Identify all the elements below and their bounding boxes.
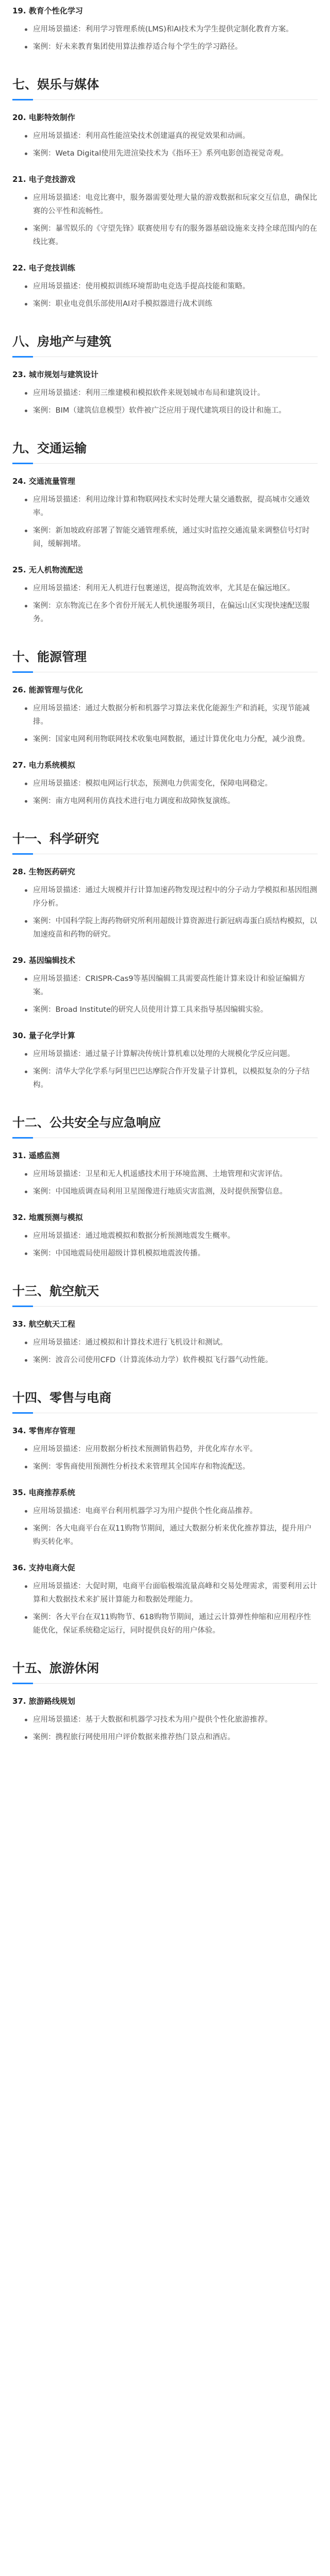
- use-case-item: [12, 112, 318, 160]
- bullet-dot-icon: [25, 1071, 27, 1073]
- bullet-text: 案例：暴雪娱乐的《守望先锋》联赛使用专有的服务器基础设施来支持全球范围内的在线比赛。: [33, 225, 317, 246]
- bullet-text: 应用场景描述：模拟电网运行状态，预测电力供需变化，保障电网稳定。: [33, 779, 272, 788]
- bullet-point: [25, 1185, 318, 1198]
- bullet-dot-icon: [25, 1719, 27, 1721]
- bullet-dot-icon: [25, 889, 27, 892]
- bullet-list: [12, 129, 318, 160]
- bullet-point: [25, 1247, 318, 1260]
- section-heading: 十四、零售与电商: [12, 1387, 318, 1413]
- bullet-point: [25, 1713, 318, 1726]
- bullet-dot-icon: [25, 499, 27, 501]
- use-case-item: [12, 564, 318, 626]
- use-case-item: [12, 866, 318, 941]
- bullet-text: 案例：各大电商平台在双11购物节期间，通过大数据分析来优化推荐算法，提升用户购买转化率。: [33, 1524, 312, 1546]
- use-case-title: 31. 遥感监测: [12, 1151, 60, 1160]
- bullet-point: [25, 702, 318, 728]
- bullet-point: [25, 222, 318, 249]
- bullet-dot-icon: [25, 920, 27, 923]
- use-case-title: 22. 电子竞技训练: [12, 263, 75, 273]
- bullet-text: 案例：携程旅行网使用用户评价数据来推荐热门景点和酒店。: [33, 1733, 235, 1741]
- bullet-point: [25, 1167, 318, 1181]
- bullet-dot-icon: [25, 1448, 27, 1451]
- use-case-title: 32. 地震预测与模拟: [12, 1213, 83, 1222]
- use-case-title: 19. 教育个性化学习: [12, 6, 83, 15]
- bullet-point: [25, 147, 318, 160]
- bullet-point: [25, 1336, 318, 1349]
- bullet-dot-icon: [25, 587, 27, 590]
- section-heading: 七、娱乐与媒体: [12, 74, 318, 100]
- bullet-text: 应用场景描述：基于大数据和机器学习技术为用户提供个性化旅游推荐。: [33, 1716, 272, 1724]
- bullet-point: [25, 1504, 318, 1518]
- bullet-dot-icon: [25, 1053, 27, 1056]
- bullet-list: [12, 493, 318, 551]
- bullet-dot-icon: [25, 738, 27, 741]
- bullet-point: [25, 40, 318, 54]
- bullet-dot-icon: [25, 303, 27, 306]
- section-heading: 八、房地产与建筑: [12, 331, 318, 357]
- bullet-text: 案例：国家电网利用物联网技术收集电网数据，通过计算优化电力分配，减少浪费。: [33, 735, 310, 743]
- bullet-text: 案例：清华大学化学系与阿里巴巴达摩院合作开发量子计算机，以模拟复杂的分子结构。: [33, 1067, 310, 1089]
- use-case-title: 21. 电子竞技游戏: [12, 175, 75, 184]
- bullet-text: 案例：零售商使用预测性分析技术来管理其全国库存和物流配送。: [33, 1463, 250, 1471]
- use-case-item: [12, 1562, 318, 1637]
- section-heading: 十、能源管理: [12, 647, 318, 672]
- use-case-item: [12, 1150, 318, 1198]
- bullet-text: 应用场景描述：电商平台利用机器学习为用户提供个性化商品推荐。: [33, 1507, 257, 1515]
- bullet-list: [12, 191, 318, 249]
- section-heading: 十二、公共安全与应急响应: [12, 1112, 318, 1138]
- use-case-item: [12, 1030, 318, 1092]
- bullet-point: [25, 1460, 318, 1473]
- use-case-title: 28. 生物医药研究: [12, 867, 75, 876]
- bullet-point: [25, 1065, 318, 1092]
- bullet-dot-icon: [25, 1191, 27, 1193]
- bullet-list: [12, 702, 318, 746]
- bullet-text: 应用场景描述：通过地震模拟和数据分析预测地震发生概率。: [33, 1232, 235, 1240]
- bullet-dot-icon: [25, 1510, 27, 1513]
- use-case-title: 24. 交通流量管理: [12, 477, 75, 486]
- bullet-point: [25, 280, 318, 293]
- bullet-dot-icon: [25, 800, 27, 803]
- use-case-item: [12, 955, 318, 1016]
- bullet-point: [25, 1731, 318, 1744]
- bullet-point: [25, 884, 318, 910]
- bullet-dot-icon: [25, 28, 27, 31]
- section-underline-accent: [12, 853, 33, 855]
- use-case-item: [12, 262, 318, 311]
- bullet-text: 应用场景描述：卫星和无人机遥感技术用于环境监测、土地管理和灾害评估。: [33, 1170, 287, 1178]
- use-case-title: 26. 能源管理与优化: [12, 685, 83, 694]
- bullet-text: 案例：京东物流已在多个省份开展无人机快递服务项目，在偏远山区实现快速配送服务。: [33, 602, 310, 623]
- section-underline-accent: [12, 99, 33, 100]
- use-case-item: [12, 1487, 318, 1549]
- bullet-dot-icon: [25, 978, 27, 980]
- use-case-title: 35. 电商推荐系统: [12, 1488, 75, 1497]
- use-case-title: 36. 支持电商大促: [12, 1563, 75, 1572]
- bullet-text: 案例：好未来教育集团使用算法推荐适合每个学生的学习路径。: [33, 43, 242, 51]
- bullet-list: [12, 582, 318, 626]
- bullet-text: 应用场景描述：利用无人机进行包裹递送，提高物流效率，尤其是在偏远地区。: [33, 584, 295, 592]
- bullet-text: 案例：Weta Digital使用先进渲染技术为《指环王》系列电影创造视觉奇观。: [33, 149, 288, 158]
- use-case-title: 29. 基因编辑技术: [12, 956, 75, 965]
- bullet-point: [25, 582, 318, 595]
- bullet-list: [12, 386, 318, 417]
- use-case-title: 34. 零售库存管理: [12, 1426, 75, 1435]
- bullet-point: [25, 1522, 318, 1549]
- bullet-dot-icon: [25, 783, 27, 785]
- bullet-text: 案例：波音公司使用CFD（计算流体动力学）软件模拟飞行器气动性能。: [33, 1356, 273, 1364]
- bullet-list: [12, 777, 318, 808]
- bullet-point: [25, 1047, 318, 1061]
- bullet-dot-icon: [25, 1173, 27, 1176]
- use-case-title: 20. 电影特效制作: [12, 113, 75, 122]
- bullet-text: 应用场景描述：通过大数据分析和机器学习算法来优化能源生产和消耗，实现节能减排。: [33, 704, 310, 726]
- bullet-text: 案例：中国地质调查局利用卫星图像进行地质灾害监测，及时提供预警信息。: [33, 1188, 287, 1196]
- bullet-list: [12, 1047, 318, 1092]
- bullet-dot-icon: [25, 1342, 27, 1344]
- bullet-dot-icon: [25, 1616, 27, 1619]
- section-heading: 十三、航空航天: [12, 1281, 318, 1307]
- bullet-dot-icon: [25, 152, 27, 155]
- bullet-text: 案例：南方电网利用仿真技术进行电力调度和故障恢复演练。: [33, 797, 235, 805]
- bullet-dot-icon: [25, 1009, 27, 1011]
- bullet-dot-icon: [25, 1528, 27, 1530]
- bullet-dot-icon: [25, 392, 27, 395]
- bullet-dot-icon: [25, 1585, 27, 1588]
- use-case-item: [12, 1212, 318, 1260]
- bullet-point: [25, 1611, 318, 1637]
- use-case-item: [12, 369, 318, 417]
- bullet-point: [25, 386, 318, 400]
- bullet-dot-icon: [25, 228, 27, 230]
- bullet-list: [12, 1713, 318, 1744]
- bullet-point: [25, 1229, 318, 1243]
- use-case-title: 27. 电力系统模拟: [12, 760, 75, 770]
- bullet-text: 案例：职业电竞俱乐部使用AI对手模拟器进行战术训练: [33, 300, 212, 308]
- bullet-text: 应用场景描述：通过模拟和计算技术进行飞机设计和测试。: [33, 1338, 227, 1347]
- use-case-item: [12, 1425, 318, 1473]
- bullet-dot-icon: [25, 1252, 27, 1255]
- bullet-text: 应用场景描述：通过量子计算解决传统计算机难以处理的大规模化学反应问题。: [33, 1050, 295, 1058]
- bullet-list: [12, 1336, 318, 1367]
- bullet-list: [12, 884, 318, 941]
- use-case-item: [12, 5, 318, 54]
- use-case-item: [12, 476, 318, 551]
- bullet-text: 应用场景描述：利用学习管理系统(LMS)和AI技术为学生提供定制化教育方案。: [33, 25, 293, 33]
- bullet-point: [25, 404, 318, 417]
- use-case-item: [12, 1696, 318, 1744]
- bullet-text: 应用场景描述：通过大规模并行计算加速药物发现过程中的分子动力学模拟和基因组测序分析。: [33, 886, 317, 908]
- bullet-list: [12, 1504, 318, 1549]
- bullet-point: [25, 1443, 318, 1456]
- use-case-item: [12, 174, 318, 249]
- section-underline-accent: [12, 356, 33, 358]
- bullet-list: [12, 972, 318, 1016]
- bullet-point: [25, 733, 318, 746]
- section-underline-accent: [12, 1683, 33, 1684]
- bullet-dot-icon: [25, 1736, 27, 1739]
- bullet-point: [25, 777, 318, 790]
- bullet-point: [25, 599, 318, 626]
- section-underline-accent: [12, 1137, 33, 1139]
- bullet-text: 应用场景描述：利用高性能渲染技术创建逼真的视觉效果和动画。: [33, 132, 250, 140]
- bullet-text: 应用场景描述：应用数据分析技术预测销售趋势，并优化库存水平。: [33, 1445, 257, 1453]
- use-case-title: 30. 量子化学计算: [12, 1031, 75, 1040]
- bullet-dot-icon: [25, 285, 27, 288]
- bullet-list: [12, 1443, 318, 1473]
- bullet-text: 案例：BIM（建筑信息模型）软件被广泛应用于现代建筑项目的设计和施工。: [33, 406, 286, 415]
- use-case-title: 33. 航空航天工程: [12, 1319, 75, 1329]
- bullet-list: [12, 1167, 318, 1198]
- bullet-list: [12, 1229, 318, 1260]
- use-case-title: 37. 旅游路线规划: [12, 1697, 75, 1706]
- bullet-dot-icon: [25, 1359, 27, 1362]
- section-heading: 十一、科学研究: [12, 828, 318, 854]
- bullet-point: [25, 794, 318, 808]
- section-underline-accent: [12, 463, 33, 464]
- bullet-text: 案例：各大平台在双11购物节、618购物节期间，通过云计算弹性伸缩和应用程序性能优化，保证系统稳定运行，同时提供良好的用户体验。: [33, 1613, 311, 1635]
- bullet-dot-icon: [25, 1235, 27, 1238]
- bullet-text: 应用场景描述：电竞比赛中，服务器需要处理大量的游戏数据和玩家交互信息，确保比赛的公平性和流畅性。: [33, 194, 317, 215]
- bullet-dot-icon: [25, 197, 27, 199]
- bullet-point: [25, 23, 318, 36]
- bullet-text: 应用场景描述：CRISPR-Cas9等基因编辑工具需要高性能计算来设计和验证编辑方案。: [33, 975, 305, 996]
- bullet-text: 案例：Broad Institute的研究人员使用计算工具来指导基因编辑实验。: [33, 1006, 268, 1014]
- section-underline-accent: [12, 1412, 33, 1414]
- bullet-dot-icon: [25, 707, 27, 710]
- bullet-point: [25, 129, 318, 143]
- bullet-point: [25, 972, 318, 999]
- bullet-dot-icon: [25, 410, 27, 412]
- section-heading: 九、交通运输: [12, 438, 318, 464]
- bullet-text: 案例：新加坡政府部署了智能交通管理系统，通过实时监控交通流量来调整信号灯时间，缓解拥堵。: [33, 527, 310, 548]
- bullet-point: [25, 1003, 318, 1016]
- bullet-text: 应用场景描述：利用边缘计算和物联网技术实时处理大量交通数据，提高城市交通效率。: [33, 496, 310, 517]
- bullet-point: [25, 524, 318, 551]
- bullet-text: 应用场景描述：大促时期，电商平台面临极端流量高峰和交易处理需求，需要利用云计算和大数据技术来扩展计算能力和数据处理能力。: [33, 1582, 317, 1604]
- section-underline-accent: [12, 671, 33, 673]
- use-case-item: [12, 1318, 318, 1367]
- bullet-list: [12, 1580, 318, 1637]
- section-underline-accent: [12, 1306, 33, 1307]
- use-case-item: [12, 684, 318, 746]
- section-heading: 十五、旅游休闲: [12, 1658, 318, 1684]
- bullet-text: 案例：中国科学院上海药物研究所利用超级计算资源进行新冠病毒蛋白质结构模拟，以加速疫苗和药物的研究。: [33, 917, 317, 939]
- bullet-point: [25, 914, 318, 941]
- bullet-text: 案例：中国地震局使用超级计算机模拟地震波传播。: [33, 1249, 205, 1258]
- bullet-list: [12, 280, 318, 311]
- bullet-dot-icon: [25, 1466, 27, 1468]
- bullet-point: [25, 493, 318, 520]
- use-case-title: 23. 城市规划与建筑设计: [12, 370, 98, 379]
- use-case-title: 25. 无人机物流配送: [12, 565, 83, 574]
- bullet-dot-icon: [25, 605, 27, 607]
- bullet-point: [25, 297, 318, 311]
- bullet-list: [12, 23, 318, 54]
- bullet-text: 应用场景描述：使用模拟训练环境帮助电竞选手提高技能和策略。: [33, 282, 250, 291]
- bullet-point: [25, 1580, 318, 1606]
- bullet-dot-icon: [25, 46, 27, 48]
- bullet-text: 应用场景描述：利用三维建模和模拟软件来规划城市布局和建筑设计。: [33, 389, 265, 397]
- use-case-item: [12, 759, 318, 808]
- bullet-point: [25, 191, 318, 218]
- bullet-dot-icon: [25, 530, 27, 532]
- bullet-point: [25, 1353, 318, 1367]
- bullet-dot-icon: [25, 135, 27, 138]
